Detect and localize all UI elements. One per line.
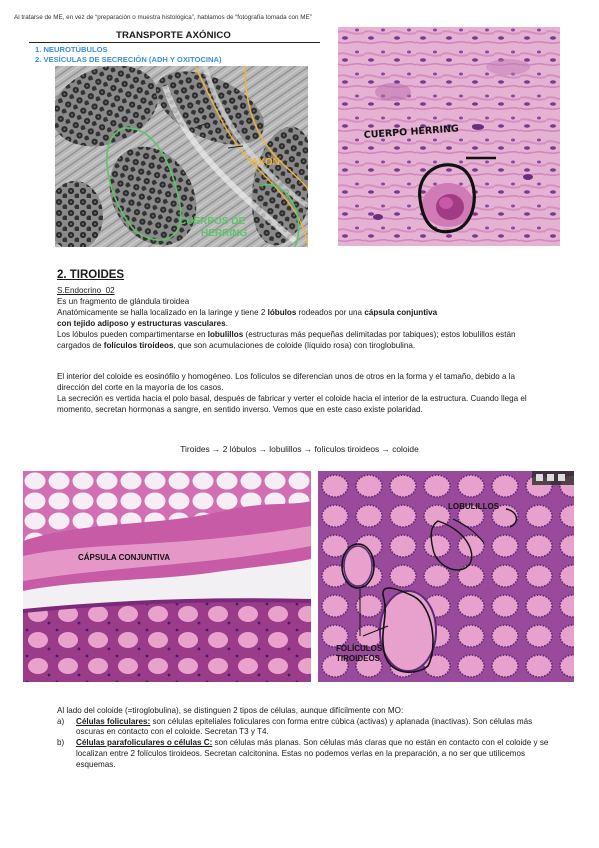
em-micrograph bbox=[55, 66, 308, 247]
list-item bbox=[57, 717, 549, 738]
desc-parafollicular-cells: son células más planas. Son células más claras que no están en contacto con el coloide y se localizan entre 2 folículos tiroideos. Secretan calcitonina. Estas no podemos verlas en la preparación, a no ser que utilicemos esquemas. bbox=[76, 738, 549, 769]
capsule-label: CÁPSULA CONJUNTIVA bbox=[78, 553, 171, 562]
section-title: TRANSPORTE AXÓNICO bbox=[116, 30, 231, 41]
axon-label: AXÓN bbox=[251, 157, 280, 168]
paragraph-1: Es un fragmento de glándula tiroidea bbox=[57, 297, 190, 306]
title-divider bbox=[29, 42, 320, 43]
transport-item: 2. VESÍCULAS DE SECRECIÓN (ADH Y OXITOCINA) bbox=[35, 54, 222, 64]
list-marker: b) bbox=[57, 738, 65, 748]
herring-body-micrograph bbox=[338, 27, 560, 246]
paragraph-2: Anatómicamente se halla localizado en la laringe y tiene 2 lóbulos rodeados por una cápsula conjuntiva con tejido adiposo y estructuras vasculares. bbox=[57, 308, 438, 328]
cell-types-intro: Al lado del coloide (=tiroglobulina), se distinguen 2 tipos de células, aunque difícilmente con MO: bbox=[57, 706, 404, 715]
capsule-micrograph bbox=[23, 471, 311, 682]
herring-label-2: HERRING bbox=[201, 228, 248, 239]
term-parafollicular-cells: Células parafoliculares o células C: bbox=[76, 738, 213, 748]
list-marker: a) bbox=[57, 716, 65, 726]
transport-item: 1. NEUROTÚBULOS bbox=[35, 45, 108, 54]
slide-reference: S.Endocrino_02 bbox=[57, 286, 115, 295]
list-item bbox=[57, 738, 549, 770]
cell-types-section bbox=[57, 706, 549, 770]
paragraph-5: La secreción es vertida hacia el polo basal, después de fabricar y verter el coloide hacia el interior de la estructura. Cuando llega el momento, secretan hormonas a sangre, en sentido inverso. Vemos que en este caso existe polaridad. bbox=[57, 394, 527, 414]
term-follicular-cells: Células foliculares: bbox=[76, 716, 151, 726]
foliculos-label-2: TIROIDEOS bbox=[336, 654, 381, 663]
lobulillos-label: LOBULILLOS bbox=[448, 502, 500, 511]
herring-body-label: CUERPO HERRING bbox=[363, 123, 460, 141]
section-heading-tiroides: 2. TIROIDES bbox=[57, 269, 125, 281]
desc-follicular-cells: son células epiteliales foliculares con forma entre cúbica (activas) y aplanada (inactivas). Son células más oscuras en contacto con el coloide. Secretan T3 y T4. bbox=[76, 716, 533, 737]
paragraph-3: Los lóbulos pueden compartimentarse en lobulillos (estructuras más pequeñas delimitadas por tabiques); estos lobulillos están cargados de folículos tiroideos, que son acumulaciones de coloide (líquido rosa) con tiroglobulina. bbox=[57, 330, 516, 350]
paragraph-4: El interior del coloide es eosinófilo y homogéneo. Los folículos se diferencian unos de otros en la forma y el tamaño, debido a la dirección del corte en la mayoría de los casos. bbox=[57, 372, 516, 392]
herring-label-1: CUERPOS DE bbox=[179, 216, 246, 227]
transport-list bbox=[35, 45, 222, 64]
structure-chain: Tiroides → 2 lóbulos → lobulillos → folículos tiroideos → coloide bbox=[180, 444, 419, 454]
header-note: Al tratarse de ME, en vez de “preparación o muestra histológica”, hablamos de “fotografía tomada con ME” bbox=[14, 14, 312, 21]
foliculos-label-1: FOLÍCULOS bbox=[336, 644, 383, 653]
follicles-micrograph bbox=[318, 471, 574, 682]
